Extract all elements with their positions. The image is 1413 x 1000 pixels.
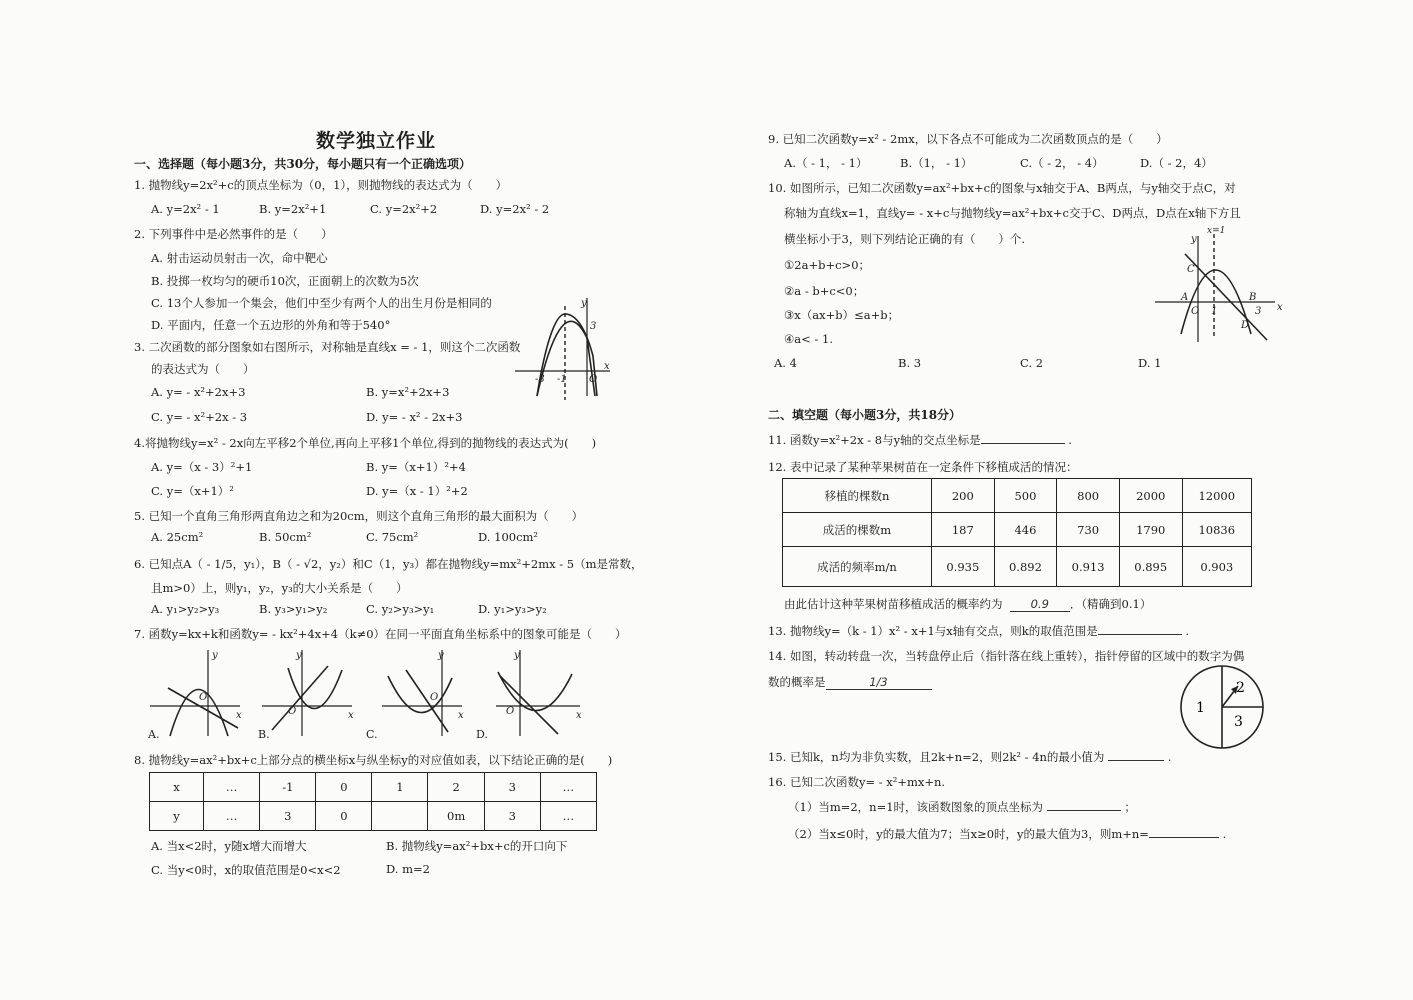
q12-cell: 500: [994, 479, 1057, 513]
q1-option-c: C. y=2x²+2: [370, 202, 438, 216]
q1-text: 1. 抛物线y=2x²+c的顶点坐标为（0，1），则抛物线的表达式为（ ）: [134, 178, 508, 192]
q8-cell: x: [150, 773, 204, 802]
svg-text:x=1: x=1: [1207, 226, 1226, 236]
q9-option-c: C.（ - 2， - 4）: [1020, 156, 1104, 170]
q12-cell: 0.935: [932, 547, 995, 587]
q10-item-2: ②a - b+c<0；: [784, 284, 865, 298]
q4-option-c: C. y=（x+1）²: [151, 484, 234, 498]
q14-region-1: 1: [1196, 700, 1205, 716]
q12-after-text: 由此估计这种苹果树苗移植成活的概率约为: [784, 597, 1003, 611]
q2-option-c: C. 13个人参加一个集会，他们中至少有两个人的出生月份是相同的: [151, 296, 492, 310]
page-title: 数学独立作业: [316, 130, 437, 152]
q7-graph-b: [258, 648, 358, 740]
q14-region-2: 2: [1236, 680, 1245, 696]
q7-option-c: C.: [366, 728, 378, 741]
q3-x-label: x: [604, 361, 610, 372]
q8-cell: …: [540, 773, 596, 802]
q10-text-line1: 10. 如图所示，已知二次函数y=ax²+bx+c的图象与x轴交于A、B两点，与y轴交于点C，对: [768, 181, 1236, 195]
q7-option-d: D.: [476, 728, 488, 741]
q9-option-d: D.（ - 2，4）: [1140, 156, 1213, 170]
q8-option-b: B. 抛物线y=ax²+bx+c的开口向下: [386, 839, 568, 853]
q12-text: 12. 表中记录了某种苹果树苗在一定条件下移植成活的情况：: [768, 460, 1078, 474]
q12-cell: 0.892: [994, 547, 1057, 587]
q3-option-b: B. y=x²+2x+3: [366, 385, 450, 399]
q8-cell: …: [204, 773, 260, 802]
svg-text:C: C: [1187, 264, 1195, 275]
q2-option-b: B. 投掷一枚均匀的硬币10次，正面朝上的次数为5次: [151, 274, 419, 288]
q6-text-line2: 且m>0）上，则y₁，y₂，y₃的大小关系是（ ）: [151, 581, 408, 595]
q3-parabola-figure: [515, 296, 615, 400]
q12-cell: 10836: [1182, 513, 1251, 547]
q1-option-a: A. y=2x² - 1: [151, 202, 220, 216]
svg-text:1: 1: [1211, 306, 1218, 317]
q10-text-line2: 称轴为直线x=1，直线y= - x+c与抛物线y=ax²+bx+c交于C、D两点，D点在x轴下方且: [784, 206, 1241, 220]
q12-cell: 0.895: [1119, 547, 1182, 587]
q4-option-a: A. y=（x - 3）²+1: [151, 460, 253, 474]
q5-text: 5. 已知一个直角三角形两直角边之和为20cm，则这个直角三角形的最大面积为（ ）: [134, 509, 584, 523]
q8-option-a: A. 当x<2时，y随x增大而增大: [151, 839, 307, 853]
q2-text: 2. 下列事件中是必然事件的是（ ）: [134, 227, 333, 241]
q3-tick-neg3: -3: [535, 374, 545, 385]
q10-item-3: ③x（ax+b）≤a+b；: [784, 308, 900, 322]
q8-text: 8. 抛物线y=ax²+bx+c上部分点的横坐标x与纵坐标y的对应值如表，以下结论正确的是( ): [134, 753, 613, 767]
q11-text: 11. 函数y=x²+2x - 8与y轴的交点坐标是: [768, 433, 981, 447]
q15-line: 15. 已知k，n均为非负实数，且2k+n=2，则2k² - 4n的最小值为 .: [768, 750, 1172, 764]
q10-option-a: A. 4: [774, 356, 797, 370]
svg-text:O: O: [1191, 306, 1200, 317]
q7-option-b: B.: [258, 728, 270, 741]
q10-item-4: ④a< - 1.: [784, 332, 833, 346]
q8-cell: y: [150, 802, 204, 831]
section-choice-heading: 一、选择题（每小题3分，共30分，每小题只有一个正确选项）: [134, 157, 472, 171]
q8-cell: 3: [484, 773, 540, 802]
q10-text-line3: 横坐标小于3，则下列结论正确的有（ ）个.: [784, 232, 1025, 246]
q8-cell: …: [540, 802, 596, 831]
q14-region-3: 3: [1234, 714, 1243, 730]
svg-text:A: A: [1181, 292, 1189, 303]
q13-line: 13. 抛物线y=（k - 1）x² - x+1与x轴有交点，则k的取值范围是 .: [768, 624, 1190, 638]
q5-option-b: B. 50cm²: [259, 530, 312, 544]
q7-graph-d: [476, 648, 586, 740]
q8-cell: 0m: [428, 802, 484, 831]
q5-option-d: D. 100cm²: [478, 530, 539, 544]
q8-cell: 3: [260, 802, 316, 831]
q11-answer-blank[interactable]: [981, 443, 1065, 444]
q7d-parabola: [498, 672, 572, 711]
q8-cell: 2: [428, 773, 484, 802]
q12-header-n: 移植的棵数n: [783, 479, 932, 513]
q8-option-c: C. 当y<0时，x的取值范围是0<x<2: [151, 863, 341, 877]
q8-cell: 0: [316, 773, 372, 802]
q14-spinner: [1178, 664, 1268, 750]
q16-part2: （2）当x≤0时，y的最大值为7；当x≥0时，y的最大值为3，则m+n= .: [788, 827, 1227, 841]
q6-option-d: D. y₁>y₃>y₂: [478, 602, 547, 616]
svg-text:y: y: [438, 650, 444, 661]
q6-text-line1: 6. 已知点A（ - 1/5，y₁），B（ - √2，y₂）和C（1，y₃）都在抛物线y=mx²+2mx - 5（m是常数，: [134, 557, 643, 571]
q3-parabola-curve: [537, 314, 597, 396]
q12-header-freq: 成活的频率m/n: [783, 547, 932, 587]
q6-option-c: C. y₂>y₃>y₁: [366, 602, 435, 616]
q3-text-line2: 的表达式为（ ）: [151, 362, 255, 376]
q12-cell: 730: [1057, 513, 1120, 547]
q13-answer-blank[interactable]: [1098, 634, 1182, 635]
q7-option-a: A.: [148, 728, 160, 741]
q12-cell: 0.913: [1057, 547, 1120, 587]
q14-line2: 数的概率是 1/3: [768, 674, 932, 690]
q3-y-label: y: [581, 298, 587, 309]
svg-text:O: O: [199, 692, 208, 703]
q12-line: 由此估计这种苹果树苗移植成活的概率约为 0.9 ．（精确到0.1）: [784, 597, 1152, 611]
q12-header-m: 成活的棵数m: [783, 513, 932, 547]
svg-text:x: x: [576, 710, 582, 721]
q11-line: 11. 函数y=x²+2x - 8与y轴的交点坐标是 .: [768, 433, 1072, 447]
q8-cell: 1: [372, 773, 428, 802]
q3-text-line1: 3. 二次函数的部分图象如右图所示，对称轴是直线x = - 1，则这个二次函数: [134, 340, 521, 354]
q8-cell: -1: [260, 773, 316, 802]
q3-option-d: D. y= - x² - 2x+3: [366, 410, 463, 424]
q10-figure: [1155, 226, 1285, 346]
svg-text:x: x: [458, 710, 464, 721]
q12-cell: 12000: [1182, 479, 1251, 513]
q3-origin: O: [589, 374, 598, 385]
q8-cell: …: [204, 802, 260, 831]
svg-text:y: y: [296, 650, 302, 661]
q14-answer[interactable]: 1/3: [826, 675, 932, 690]
q12-answer[interactable]: 0.9: [1010, 597, 1070, 612]
q6-option-a: A. y₁>y₂>y₃: [151, 602, 220, 616]
q16-part1-blank[interactable]: [1047, 810, 1121, 811]
q16-text: 16. 已知二次函数y= - x²+mx+n.: [768, 775, 946, 789]
q8-option-d: D. m=2: [386, 862, 430, 876]
q12-table: [782, 478, 1252, 587]
svg-text:y: y: [514, 650, 520, 661]
svg-text:B: B: [1249, 292, 1257, 303]
q12-cell: 187: [932, 513, 995, 547]
q12-cell: 446: [994, 513, 1057, 547]
q15-answer-blank[interactable]: [1108, 760, 1164, 761]
q8-cell: 3: [484, 802, 540, 831]
q13-text: 13. 抛物线y=（k - 1）x² - x+1与x轴有交点，则k的取值范围是: [768, 624, 1098, 638]
q10-item-1: ①2a+b+c>0；: [784, 258, 871, 272]
q2-option-d: D. 平面内，任意一个五边形的外角和等于540°: [151, 318, 391, 332]
q5-option-a: A. 25cm²: [151, 530, 204, 544]
q12-cell: 2000: [1119, 479, 1182, 513]
svg-text:x: x: [236, 710, 242, 721]
q1-option-b: B. y=2x²+1: [259, 202, 327, 216]
q6-option-b: B. y₃>y₁>y₂: [259, 602, 328, 616]
q16-part2-blank[interactable]: [1149, 837, 1219, 838]
svg-text:y: y: [1191, 234, 1197, 245]
q9-option-b: B.（1， - 1）: [900, 156, 973, 170]
q12-cell: 800: [1057, 479, 1120, 513]
q4-option-d: D. y=（x - 1）²+2: [366, 484, 468, 498]
svg-text:D: D: [1241, 320, 1250, 331]
q1-option-d: D. y=2x² - 2: [480, 202, 550, 216]
q10-option-b: B. 3: [898, 356, 922, 370]
q8-cell: [372, 802, 428, 831]
q2-option-a: A. 射击运动员射击一次，命中靶心: [151, 251, 328, 265]
svg-text:x: x: [1277, 302, 1283, 313]
svg-text:O: O: [506, 706, 515, 717]
q14-text-line1: 14. 如图，转动转盘一次，当转盘停止后（指针落在线上重转），指针停留的区域中的数字为偶: [768, 649, 1245, 663]
svg-text:x: x: [348, 710, 354, 721]
section-fill-heading: 二、填空题（每小题3分，共18分）: [768, 408, 962, 422]
q12-cell: 200: [932, 479, 995, 513]
q8-table: [149, 772, 597, 831]
q5-option-c: C. 75cm²: [366, 530, 419, 544]
q8-cell: 0: [316, 802, 372, 831]
q16-part1: （1）当m=2，n=1时，该函数图象的顶点坐标为 ；: [788, 800, 1136, 814]
q4-text: 4.将抛物线y=x² - 2x向左平移2个单位,再向上平移1个单位,得到的抛物线的表达式为( ): [134, 436, 597, 450]
q15-text: 15. 已知k，n均为非负实数，且2k+n=2，则2k² - 4n的最小值为: [768, 750, 1105, 764]
q3-option-c: C. y= - x²+2x - 3: [151, 410, 248, 424]
svg-text:y: y: [212, 650, 218, 661]
svg-text:O: O: [288, 706, 297, 717]
svg-text:O: O: [430, 692, 439, 703]
q10-option-c: C. 2: [1020, 356, 1044, 370]
svg-text:3: 3: [1255, 306, 1262, 317]
q7-graph-a: [148, 648, 248, 740]
q3-tick-3: 3: [590, 321, 597, 332]
q3-tick-neg1: -1: [557, 374, 567, 385]
q7-text: 7. 函数y=kx+k和函数y= - kx²+4x+4（k≠0）在同一平面直角坐标系中的图象可能是（ ）: [134, 627, 627, 641]
q3-option-a: A. y= - x²+2x+3: [151, 385, 246, 399]
q12-cell: 0.903: [1182, 547, 1251, 587]
q10-option-d: D. 1: [1138, 356, 1162, 370]
q9-option-a: A.（ - 1， - 1）: [784, 156, 868, 170]
q7b-line: [272, 666, 328, 730]
q7-graph-c: [366, 648, 466, 740]
q4-option-b: B. y=（x+1）²+4: [366, 460, 466, 474]
q12-cell: 1790: [1119, 513, 1182, 547]
q9-text: 9. 已知二次函数y=x² - 2mx，以下各点不可能成为二次函数顶点的是（ ）: [768, 132, 1168, 146]
